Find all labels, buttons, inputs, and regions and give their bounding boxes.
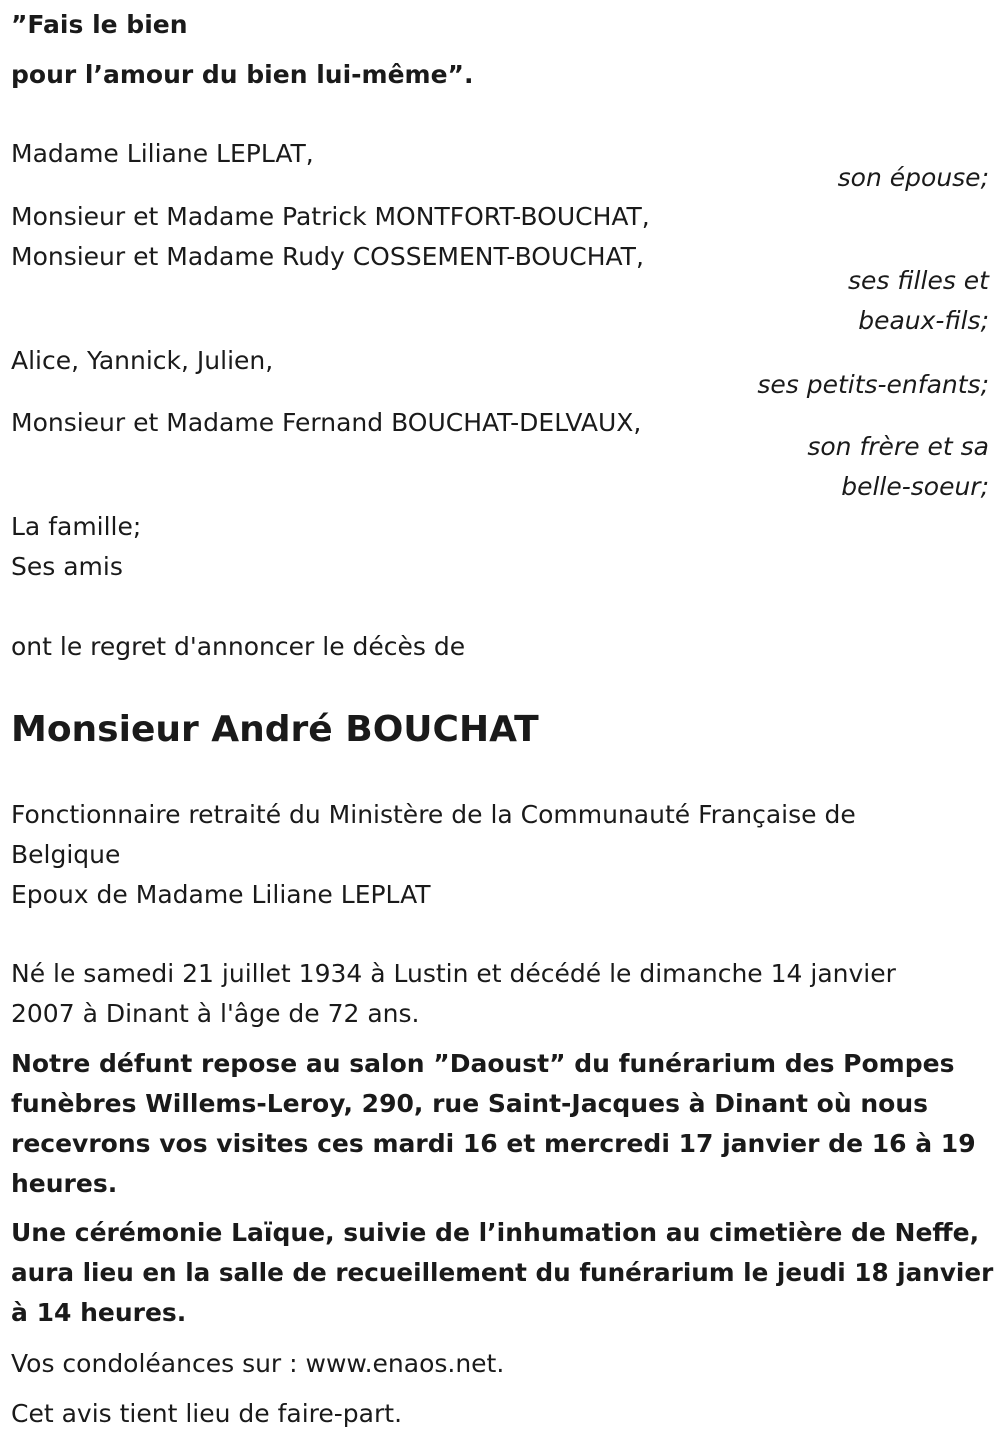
birth-death-line-2: 2007 à Dinant à l'âge de 72 ans. <box>11 999 420 1028</box>
condolences-line: Vos condoléances sur : www.enaos.net. <box>11 1349 505 1378</box>
relation-daughters-2: beaux-fils; <box>858 306 989 335</box>
ceremony-line-1: Une cérémonie Laïque, suivie de l’inhumation au cimetière de Neffe, <box>11 1218 980 1247</box>
family-member-brother: Monsieur et Madame Fernand BOUCHAT-DELVAUX, <box>11 408 642 437</box>
announcement-text: ont le regret d'annoncer le décès de <box>11 632 466 661</box>
deceased-name: Monsieur André BOUCHAT <box>11 709 539 750</box>
spouse-line: Epoux de Madame Liliane LEPLAT <box>11 880 431 909</box>
ceremony-line-2: aura lieu en la salle de recueillement du funérarium le jeudi 18 janvier <box>11 1258 994 1287</box>
visitation-line-3: recevrons vos visites ces mardi 16 et mercredi 17 janvier de 16 à 19 <box>11 1129 976 1158</box>
family-member-spouse: Madame Liliane LEPLAT, <box>11 139 314 168</box>
visitation-line-2: funèbres Willems-Leroy, 290, rue Saint-Jacques à Dinant où nous <box>11 1089 928 1118</box>
occupation-line-2: Belgique <box>11 840 121 869</box>
relation-brother-1: son frère et sa <box>807 432 989 461</box>
ceremony-line-3: à 14 heures. <box>11 1298 187 1327</box>
family-member-daughter-2: Monsieur et Madame Rudy COSSEMENT-BOUCHAT, <box>11 242 644 271</box>
relation-brother-2: belle-soeur; <box>841 472 989 501</box>
family-member-daughter-1: Monsieur et Madame Patrick MONTFORT-BOUCHAT, <box>11 202 650 231</box>
occupation-line-1: Fonctionnaire retraité du Ministère de la Communauté Française de <box>11 800 856 829</box>
family-general: La famille; <box>11 512 142 541</box>
relation-spouse: son épouse; <box>837 163 989 192</box>
birth-death-line-1: Né le samedi 21 juillet 1934 à Lustin et décédé le dimanche 14 janvier <box>11 959 896 988</box>
relation-daughters-1: ses filles et <box>848 266 989 295</box>
visitation-line-4: heures. <box>11 1169 118 1198</box>
friends: Ses amis <box>11 552 123 581</box>
quote-line-2: pour l’amour du bien lui-même”. <box>11 60 474 89</box>
relation-grandchildren: ses petits-enfants; <box>757 370 989 399</box>
family-member-grandchildren: Alice, Yannick, Julien, <box>11 346 274 375</box>
quote-line-1: ”Fais le bien <box>11 10 188 39</box>
notice-line: Cet avis tient lieu de faire-part. <box>11 1399 403 1428</box>
visitation-line-1: Notre défunt repose au salon ”Daoust” du funérarium des Pompes <box>11 1049 955 1078</box>
